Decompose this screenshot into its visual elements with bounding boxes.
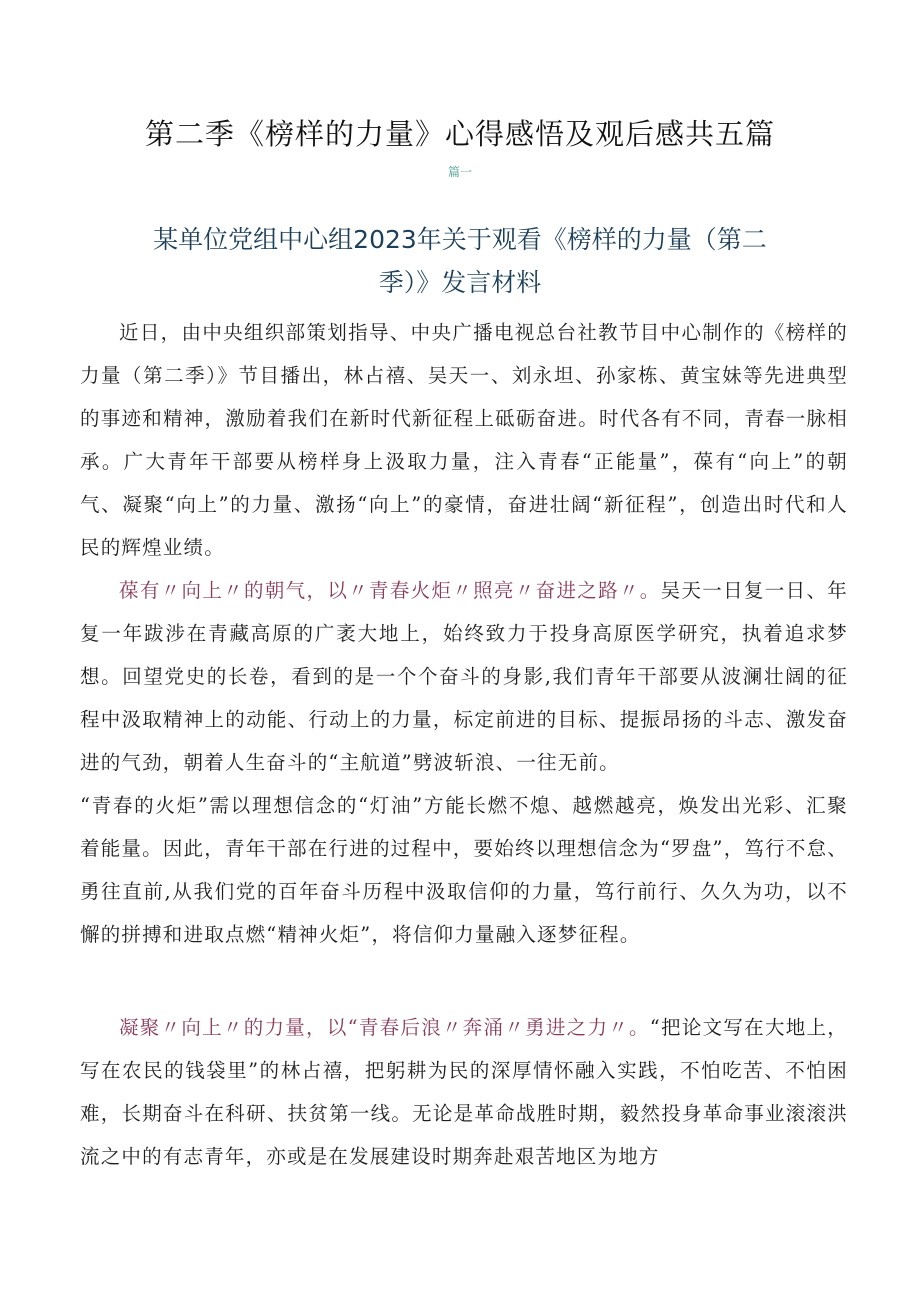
paragraph-body: 吴天一日复一日、年复一年跋涉在青藏高原的广袤大地上，始终致力于投身高原医学研究，执着追求梦想。回望党史的长卷，看到的是一个个奋斗的身影,我们青年干部要从波澜壮阔的征程中汲取精神上的动能、行动上的力量，标定前进的目标、提振昂扬的斗志、激发奋进的气劲，朝着人生奋斗的“主航道”劈波斩浪、一往无前。 — [80, 579, 848, 774]
paragraph-body: “把论文写在大地上，写在农民的钱袋里”的林占禧，把躬耕为民的深厚情怀融入实践，不怕吃苦、不怕困难，长期奋斗在科研、扶贫第一线。无论是革命战胜时期，毅然投身革命事业滚滚洪流之中的有志青年，亦或是在发展建设时期奔赴艰苦地区为地方 — [80, 1016, 848, 1168]
article-title — [120, 218, 800, 304]
article-title-line2: 季）》发言材料 — [378, 268, 542, 297]
section-label: 篇一 — [447, 165, 472, 179]
paragraph-intro: 近日，由中央组织部策划指导、中央广播电视总台社教节目中心制作的《榜样的力量（第二季）》节目播出，林占禧、吴天一、刘永坦、孙家栋、黄宝妹等先进典型的事迹和精神，激励着我们在新时代新征程上砥砺奋进。时代各有不同，青春一脉相承。广大青年干部要从榜样身上汲取力量，注入青春“正能量”，葆有“向上”的朝气、凝聚“向上”的力量、激扬“向上”的豪情，奋进壮阔“新征程”，创造出时代和人民的辉煌业绩。 — [80, 321, 848, 559]
article-title-line1: 某单位党组中心组2023年关于观看《榜样的力量（第二 — [153, 225, 767, 254]
paragraph-youth-torch: “青春的火炬”需以理想信念的“灯油”方能长燃不熄、越燃越亮，焕发出光彩、汇聚着能量。因此，青年干部在行进的过程中，要始终以理想信念为“罗盘”，笃行不怠、勇往直前,从我们党的百年奋斗历程中汲取信仰的力量，笃行前行、久久为功，以不懈的拼搏和进取点燃“精神火炬”，将信仰力量融入逐梦征程。 — [80, 794, 848, 946]
document-title: 第二季《榜样的力量》心得感悟及观后感共五篇 — [144, 117, 775, 151]
paragraph-youthful-spirit — [80, 569, 848, 784]
paragraph-heading-highlight: 凝聚〃向上〃的力量，以“青春后浪〃奔涌〃勇进之力〃。 — [119, 1016, 650, 1039]
paragraph-heading-highlight: 葆有〃向上〃的朝气，以〃青春火炬〃照亮〃奋进之路〃。 — [119, 579, 661, 602]
paragraph-upward-force — [80, 1006, 848, 1178]
